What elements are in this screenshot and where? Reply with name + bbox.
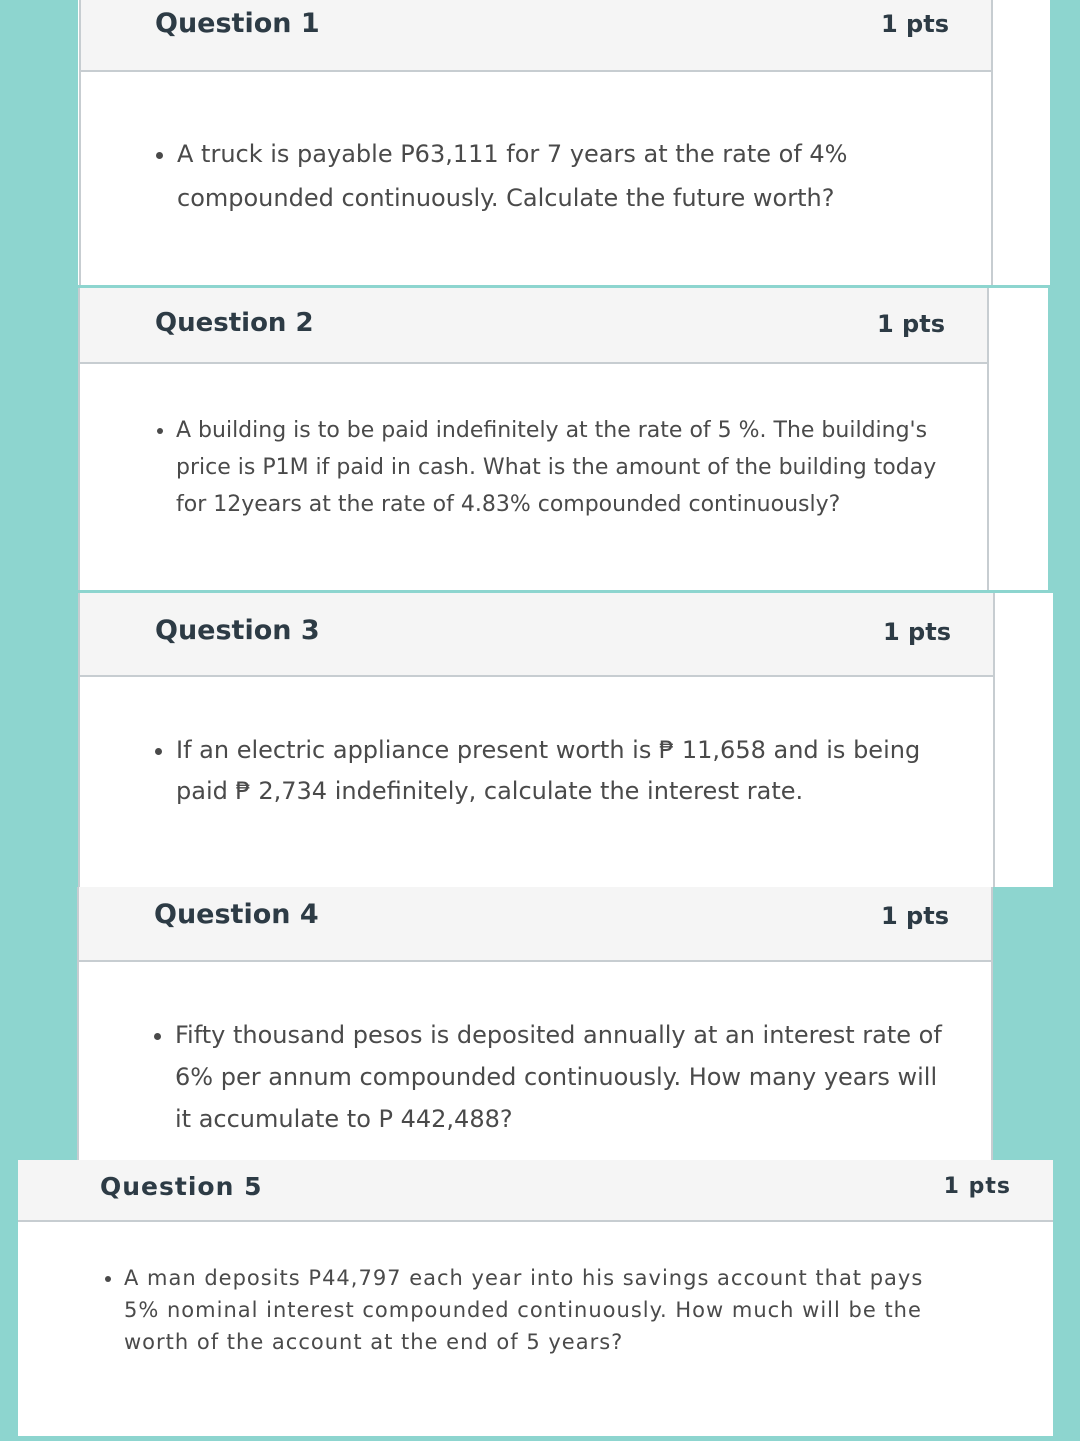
question-text: • A truck is payable P63,111 for 7 years at the rate of 4% compounded continuously. Calculate the future worth? <box>177 132 943 220</box>
question-points: 1 pts <box>877 310 945 338</box>
question-header <box>80 288 987 364</box>
question-points: 1 pts <box>883 618 951 646</box>
question-4-card <box>77 887 993 1162</box>
question-points: 1 pts <box>881 10 949 38</box>
question-body <box>153 132 943 220</box>
question-title: Question 1 <box>155 8 320 39</box>
question-title: Question 3 <box>155 615 320 646</box>
question-header <box>79 887 991 962</box>
question-5-card <box>18 1160 1053 1436</box>
question-header <box>18 1160 1053 1222</box>
question-header <box>81 0 991 72</box>
question-title: Question 5 <box>100 1172 263 1201</box>
question-text: • If an electric appliance present worth is ₱ 11,658 and is being paid ₱ 2,734 indefinitely, calculate the interest rate. <box>176 730 932 812</box>
question-points: 1 pts <box>943 1174 1011 1199</box>
question-body <box>152 730 932 812</box>
question-text: • A building is to be paid indefinitely at the rate of 5 %. The building's price is P1M if paid in cash. What is the amount of the building today for 12years at the rate of 4.83% compounded continuously? <box>176 412 952 523</box>
question-body <box>100 1262 940 1358</box>
question-2-card <box>78 288 989 590</box>
question-header <box>80 593 993 677</box>
question-body <box>152 412 952 523</box>
question-title: Question 4 <box>154 899 319 930</box>
question-title: Question 2 <box>155 308 314 338</box>
question-points: 1 pts <box>881 902 949 930</box>
question-1-card <box>79 0 993 285</box>
question-text: • Fifty thousand pesos is deposited annually at an interest rate of 6% per annum compounded continuously. How many years will it accumulate to P 442,488? <box>175 1014 951 1140</box>
question-3-card <box>78 593 995 887</box>
question-body <box>151 1014 951 1140</box>
question-text: • A man deposits P44,797 each year into his savings account that pays 5% nominal interest compounded continuously. How much will be the worth of the account at the end of 5 years? <box>124 1262 940 1358</box>
